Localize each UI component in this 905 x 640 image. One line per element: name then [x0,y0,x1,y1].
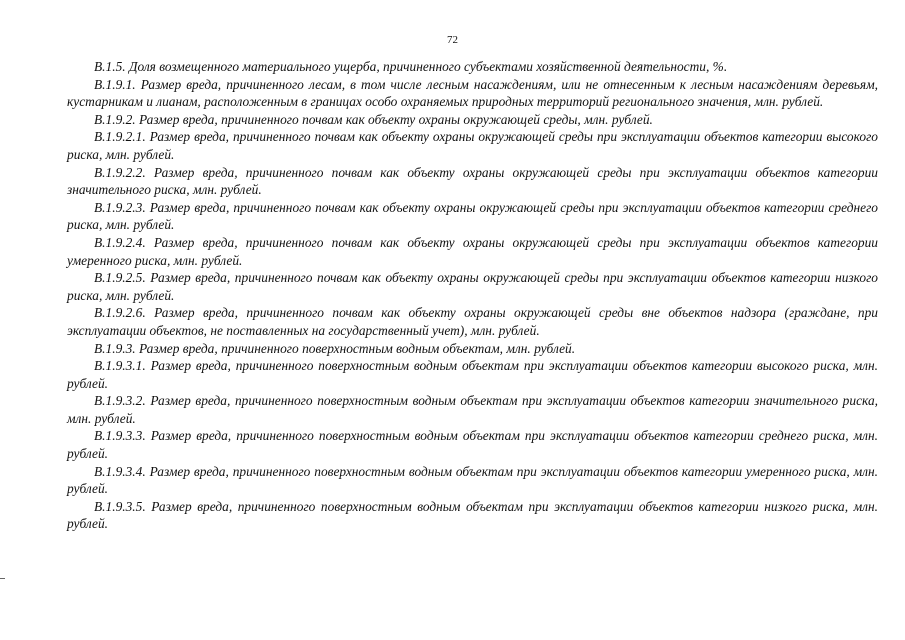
paragraph-v-1-9-3-5: В.1.9.3.5. Размер вреда, причиненного поверхностным водным объектам при эксплуатации объектов категории низкого риска, млн. рублей. [67,498,878,532]
paragraph-v-1-9-3-2: В.1.9.3.2. Размер вреда, причиненного поверхностным водным объектам при эксплуатации объектов категории значительного риска, млн. рублей. [67,393,878,426]
paragraph-v-1-9-2-3: В.1.9.2.3. Размер вреда, причиненного почвам как объекту охраны окружающей среды при эксплуатации объектов категории среднего риска, млн. рублей. [67,199,878,233]
paragraph-v-1-9-2-6: В.1.9.2.6. Размер вреда, причиненного почвам как объекту охраны окружающей среды вне объектов надзора (граждане, при эксплуатации объектов, не поставленных на государственный учет), млн. рублей. [67,305,878,338]
paragraph-v-1-9-3: В.1.9.3. Размер вреда, причиненного поверхностным водным объектам, млн. рублей. [94,340,576,356]
paragraph-v-1-9-2: В.1.9.2. Размер вреда, причиненного почвам как объекту охраны окружающей среды, млн. рублей. [94,111,653,127]
paragraph-v-1-9-3-1: В.1.9.3.1. Размер вреда, причиненного поверхностным водным объектам при эксплуатации объектов категории высокого риска, млн. рублей. [67,358,878,391]
paragraph-v-1-9-1: В.1.9.1. Размер вреда, причиненного лесам, в том числе лесным насаждениям, или не отнесенным к лесным насаждениям деревьям, кустарникам и лианам, расположенным в границах особо охраняемых природных территорий регионального значения, млн. рублей. [67,76,878,110]
paragraph-v-1-9-2-2: В.1.9.2.2. Размер вреда, причиненного почвам как объекту охраны окружающей среды при эксплуатации объектов категории значительного риска, млн. рублей. [67,164,878,198]
paragraph-v-1-9-2-5: В.1.9.2.5. Размер вреда, причиненного почвам как объекту охраны окружающей среды при эксплуатации объектов категории низкого риска, млн. рублей. [67,270,878,303]
document-body [67,58,878,533]
paragraph-v-1-5: В.1.5. Доля возмещенного материального ущерба, причиненного субъектами хозяйственной деятельности, %. [94,59,728,74]
paragraph-v-1-9-3-3: В.1.9.3.3. Размер вреда, причиненного поверхностным водным объектам при эксплуатации объектов категории среднего риска, млн. рублей. [67,428,878,462]
page-number: 72 [447,34,458,46]
scan-margin-mark [0,578,5,579]
paragraph-v-1-9-2-4: В.1.9.2.4. Размер вреда, причиненного почвам как объекту охраны окружающей среды при эксплуатации объектов категории умеренного риска, млн. рублей. [67,234,878,268]
paragraph-v-1-9-2-1: В.1.9.2.1. Размер вреда, причиненного почвам как объекту охраны окружающей среды при эксплуатации объектов категории высокого риска, млн. рублей. [67,129,878,162]
paragraph-v-1-9-3-4: В.1.9.3.4. Размер вреда, причиненного поверхностным водным объектам при эксплуатации объектов категории умеренного риска, млн. рублей. [67,463,878,497]
